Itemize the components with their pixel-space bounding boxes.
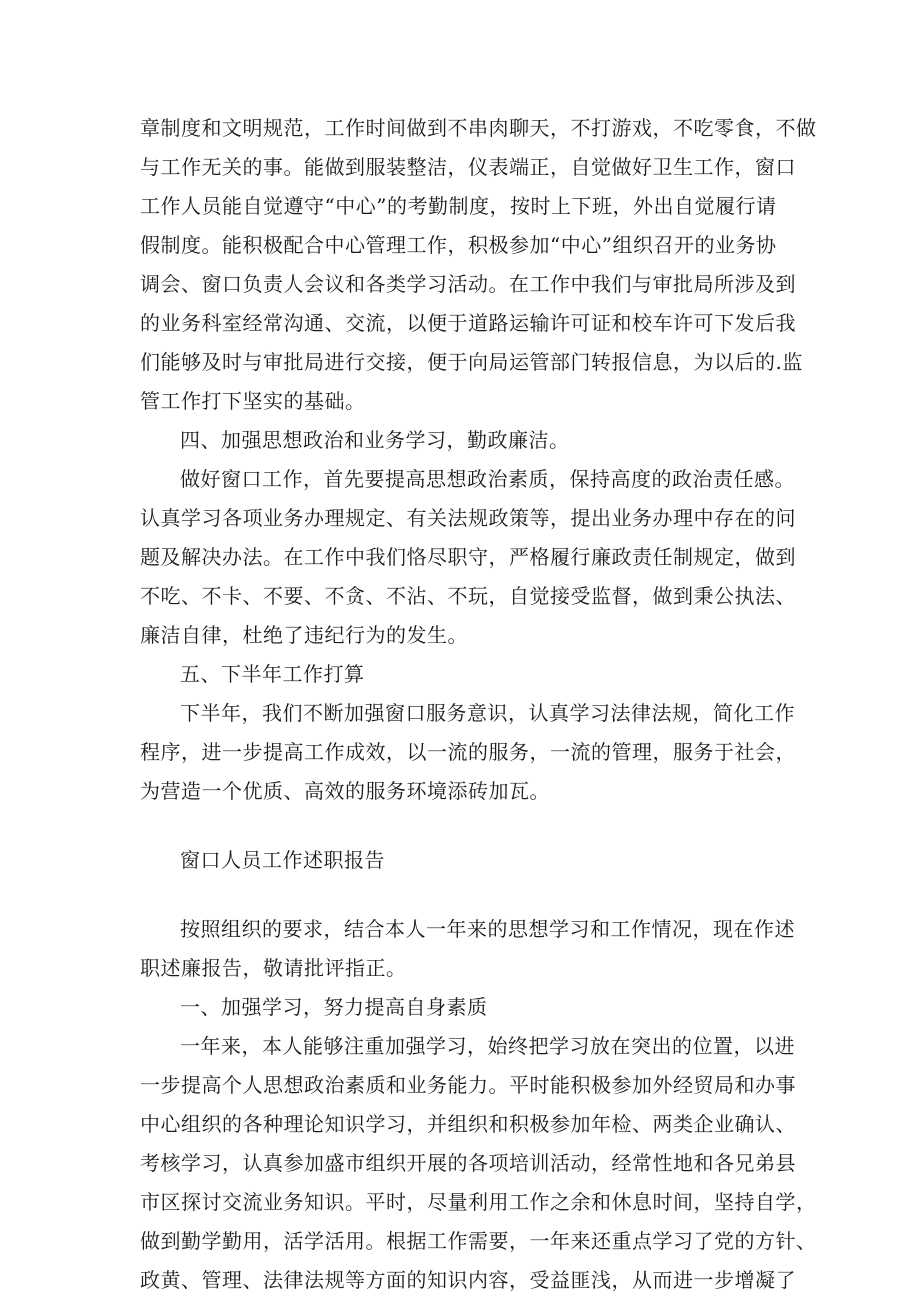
text-line: 调会、窗口负责人会议和各类学习活动。在工作中我们与审批局所涉及到 [140, 272, 796, 296]
text-line: 中心组织的各种理论知识学习，并组织和积极参加年检、两类企业确认、 [140, 1112, 796, 1136]
report-title: 窗口人员工作述职报告 [180, 848, 385, 872]
text-line: 管工作打下坚实的基础。 [140, 389, 366, 413]
text-line: 程序，进一步提高工作成效，以一流的服务，一流的管理，服务于社会， [140, 740, 796, 764]
text-line: 按照组织的要求，结合本人一年来的思想学习和工作情况，现在作述 [180, 917, 795, 941]
section-heading: 四、加强思想政治和业务学习，勤政廉洁。 [180, 428, 570, 452]
text-line: 与工作无关的事。能做到服装整洁，仪表端正，自觉做好卫生工作，窗口 [140, 155, 796, 179]
text-line: 考核学习，认真参加盛市组织开展的各项培训活动，经常性地和各兄弟县 [140, 1151, 796, 1175]
text-line: 的业务科室经常沟通、交流，以便于道路运输许可证和校车许可下发后我 [140, 311, 796, 335]
text-line: 做到勤学勤用，活学活用。根据工作需要，一年来还重点学习了党的方针、 [140, 1229, 817, 1253]
text-line: 一年来，本人能够注重加强学习，始终把学习放在突出的位置，以进 [180, 1034, 795, 1058]
text-line: 为营造一个优质、高效的服务环境添砖加瓦。 [140, 779, 550, 803]
text-line: 工作人员能自觉遵守“中心”的考勤制度，按时上下班，外出自觉履行请 [140, 194, 777, 218]
text-line: 题及解决办法。在工作中我们恪尽职守，严格履行廉政责任制规定，做到 [140, 545, 796, 569]
text-line: 认真学习各项业务办理规定、有关法规政策等，提出业务办理中存在的问 [140, 506, 796, 530]
text-line: 职述廉报告，敬请批评指正。 [140, 956, 407, 980]
text-line: 下半年，我们不断加强窗口服务意识，认真学习法律法规，简化工作 [180, 701, 795, 725]
text-line: 廉洁自律，杜绝了违纪行为的发生。 [140, 623, 468, 647]
text-line: 们能够及时与审批局进行交接，便于向局运管部门转报信息，为以后的.监 [140, 350, 803, 374]
text-line: 假制度。能积极配合中心管理工作，积极参加“中心”组织召开的业务协 [140, 233, 777, 257]
text-line: 章制度和文明规范，工作时间做到不串肉聊天，不打游戏，不吃零食，不做 [140, 116, 817, 140]
text-line: 做好窗口工作，首先要提高思想政治素质，保持高度的政治责任感。 [180, 467, 795, 491]
text-line: 政黄、管理、法律法规等方面的知识内容，受益匪浅，从而进一步增凝了 [140, 1268, 796, 1292]
text-line: 一步提高个人思想政治素质和业务能力。平时能积极参加外经贸局和办事 [140, 1073, 796, 1097]
text-line: 市区探讨交流业务知识。平时，尽量利用工作之余和休息时间，坚持自学， [140, 1190, 817, 1214]
section-heading: 一、加强学习，努力提高自身素质 [180, 995, 488, 1019]
section-heading: 五、下半年工作打算 [180, 662, 365, 686]
text-line: 不吃、不卡、不要、不贪、不沾、不玩，自觉接受监督，做到秉公执法、 [140, 584, 796, 608]
